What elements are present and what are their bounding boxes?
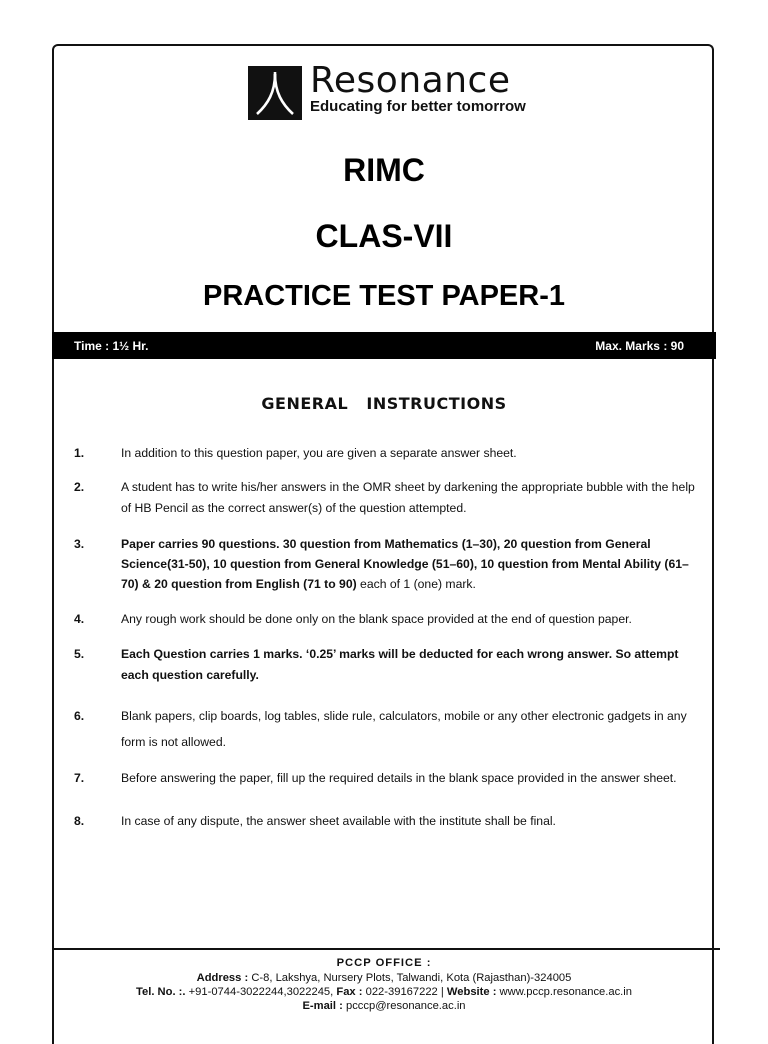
footer-email bbox=[52, 999, 716, 1014]
resonance-logo bbox=[248, 60, 548, 120]
footer-office-title: PCCP OFFICE : bbox=[336, 957, 432, 969]
title-rimc: RIMC bbox=[343, 152, 425, 188]
website-label: Website : bbox=[446, 986, 497, 998]
instruction-number: 3. bbox=[74, 537, 85, 551]
fax-value: 022-39167222 | bbox=[362, 986, 447, 998]
footer-contact bbox=[52, 985, 716, 1000]
instruction-text: Each Question carries 1 marks. ‘0.25’ marks will be deducted for each wrong answer. So attempt each question carefully. bbox=[121, 647, 679, 682]
max-marks-label: Max. Marks : 90 bbox=[595, 339, 684, 353]
logo-mark-icon bbox=[248, 66, 302, 120]
instruction-number: 5. bbox=[74, 647, 85, 661]
instruction-number: 2. bbox=[74, 480, 85, 494]
instruction-plain-text: each of 1 (one) mark. bbox=[356, 577, 476, 591]
address-label: Address : bbox=[196, 972, 249, 984]
logo-name: Resonance bbox=[310, 60, 511, 101]
fax-label: Fax : bbox=[336, 986, 363, 998]
email-label: E-mail : bbox=[302, 1000, 343, 1012]
tel-label: Tel. No. :. bbox=[136, 986, 186, 998]
logo-tagline: Educating for better tomorrow bbox=[310, 98, 526, 115]
title-practice-test: PRACTICE TEST PAPER-1 bbox=[202, 280, 565, 312]
instruction-number: 6. bbox=[74, 709, 85, 723]
instruction-text bbox=[121, 534, 696, 594]
website-link[interactable]: www.pccp.resonance.ac.in bbox=[496, 986, 632, 998]
info-bar bbox=[52, 332, 716, 359]
footer-address bbox=[52, 971, 716, 986]
instruction-number: 8. bbox=[74, 814, 85, 828]
time-label: Time : 1½ Hr. bbox=[74, 339, 149, 353]
address-value: C-8, Lakshya, Nursery Plots, Talwandi, Kota (Rajasthan)-324005 bbox=[248, 972, 572, 984]
instruction-text: A student has to write his/her answers in the OMR sheet by darkening the appropriate bubble with the help of HB Pencil as the correct answer(s) of the question attempted. bbox=[121, 480, 695, 515]
footer-divider bbox=[52, 948, 720, 950]
instructions-heading: GENERAL INSTRUCTIONS bbox=[261, 394, 507, 413]
instruction-text: In case of any dispute, the answer sheet available with the institute shall be final. bbox=[121, 814, 556, 828]
email-link[interactable]: pcccp@resonance.ac.in bbox=[342, 1000, 466, 1012]
tel-value: +91-0744-3022244,3022245, bbox=[185, 986, 337, 998]
instruction-text: In addition to this question paper, you are given a separate answer sheet. bbox=[121, 446, 517, 460]
instruction-text: Before answering the paper, fill up the required details in the blank space provided in the answer sheet. bbox=[121, 771, 677, 785]
instruction-text: Blank papers, clip boards, log tables, slide rule, calculators, mobile or any other electronic gadgets in any form is not allowed. bbox=[121, 709, 687, 749]
title-class: CLAS-VII bbox=[315, 218, 453, 254]
instruction-number: 1. bbox=[74, 446, 85, 460]
instruction-bold-text: Paper carries 90 questions. 30 question from Mathematics (1–30), 20 question from General Science(31-50), 10 question from General Knowledge (51–60), 10 question from Mental Ability (61–70) & 20 question from English (71 to 90) bbox=[121, 537, 689, 591]
instruction-number: 4. bbox=[74, 612, 85, 626]
instruction-number: 7. bbox=[74, 771, 85, 785]
instruction-text: Any rough work should be done only on the blank space provided at the end of question paper. bbox=[121, 612, 632, 626]
